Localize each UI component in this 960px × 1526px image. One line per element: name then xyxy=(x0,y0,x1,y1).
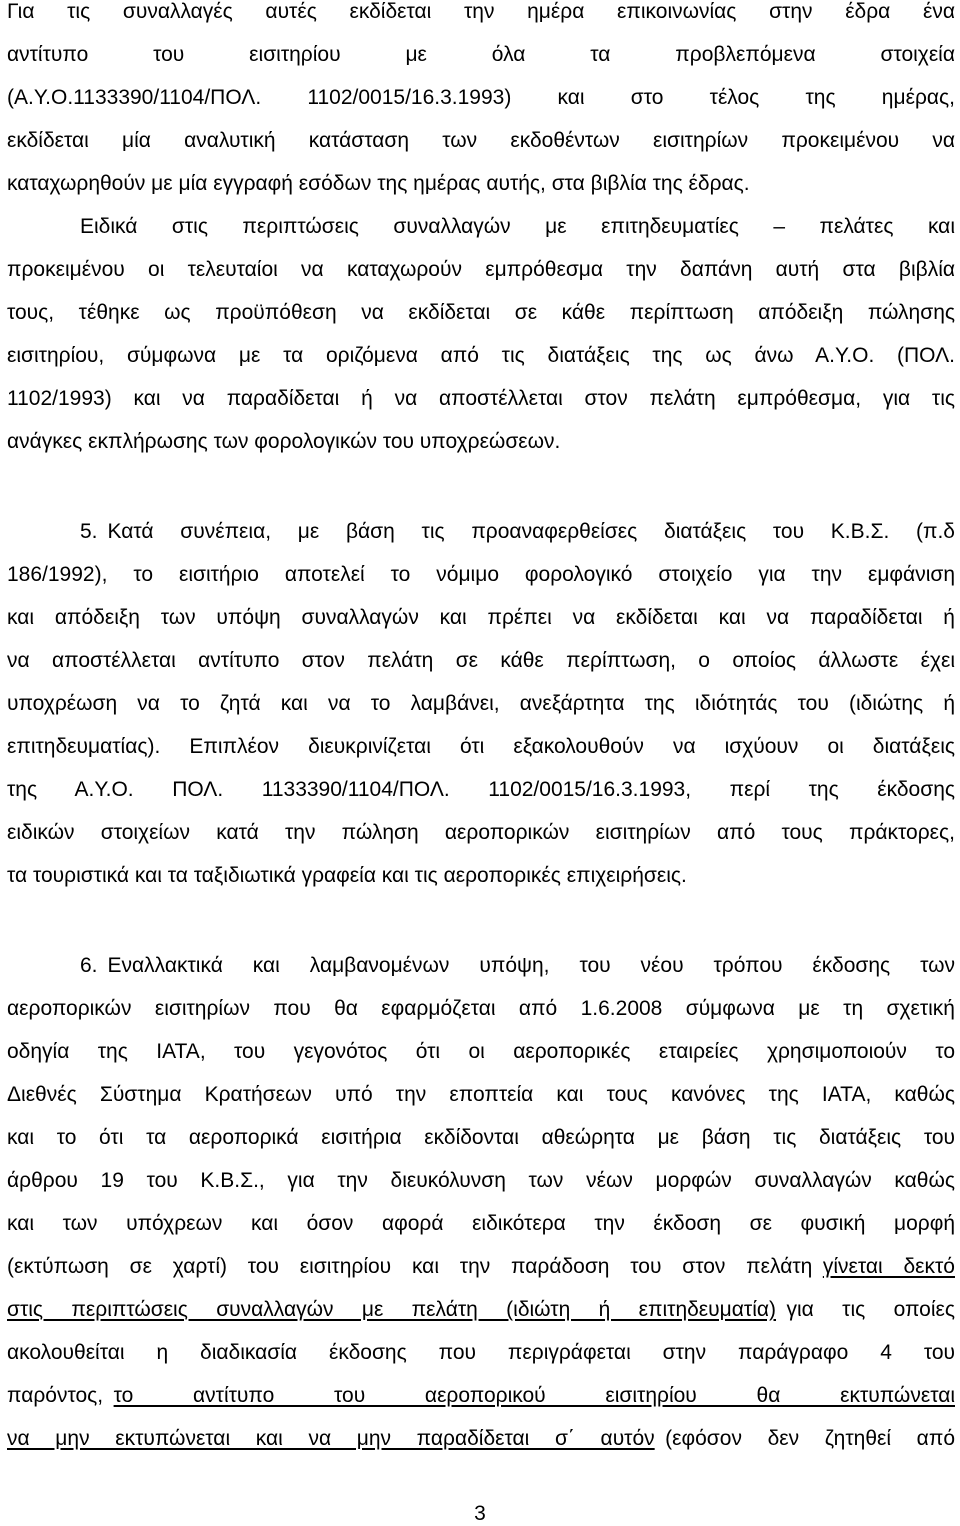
text-line: 186/1992), το εισιτήριο αποτελεί το νόμιμο φορολογικό στοιχείο για την εμφάνιση xyxy=(7,563,955,586)
text-line: και το ότι τα αεροπορικά εισιτήρια εκδίδονται αθεώρητα με βάση τις διατάξεις του xyxy=(7,1126,955,1149)
text-line: παρόντος, το αντίτυπο του αεροπορικού εισιτηρίου θα εκτυπώνεται xyxy=(7,1384,955,1407)
text-line: στις περιπτώσεις συναλλαγών με πελάτη (ιδιώτη ή επιτηδευματία) για τις οποίες xyxy=(7,1298,955,1321)
underlined-text: στις περιπτώσεις συναλλαγών με πελάτη (ιδιώτη ή επιτηδευματία) xyxy=(7,1298,776,1321)
text-line: και των υπόχρεων και όσον αφορά ειδικότερα την έκδοση σε φυσική μορφή xyxy=(7,1212,955,1235)
text-line: και απόδειξη των υπόψη συναλλαγών και πρέπει να εκδίδεται και να παραδίδεται ή xyxy=(7,606,955,629)
text-line: τους, τέθηκε ως προϋπόθεση να εκδίδεται σε κάθε περίπτωση απόδειξη πώλησης xyxy=(7,301,955,324)
text-line: οδηγία της ΙΑΤΑ, του γεγονότος ότι οι αεροπορικές εταιρείες χρησιμοποιούν το xyxy=(7,1040,955,1063)
underlined-text: το αντίτυπο του αεροπορικού εισιτηρίου θα εκτυπώνεται xyxy=(113,1384,955,1407)
text-line: Για τις συναλλαγές αυτές εκδίδεται την ημέρα επικοινωνίας στην έδρα ένα xyxy=(7,0,955,23)
text-line: να μην εκτυπώνεται και να μην παραδίδεται σ΄ αυτόν (εφόσον δεν ζητηθεί από xyxy=(7,1427,955,1450)
text-line: της Α.Υ.Ο. ΠΟΛ. 1133390/1104/ΠΟΛ. 1102/0015/16.3.1993, περί της έκδοσης xyxy=(7,778,955,801)
text-line: ακολουθείται η διαδικασία έκδοσης που περιγράφεται στην παράγραφο 4 του xyxy=(7,1341,955,1364)
text-line: ειδικών στοιχείων κατά την πώληση αεροπορικών εισιτηρίων από τους πράκτορες, xyxy=(7,821,955,844)
underlined-text: να μην εκτυπώνεται και να μην παραδίδεται σ΄ αυτόν xyxy=(7,1427,655,1450)
text-line: ανάγκες εκπλήρωσης των φορολογικών του υποχρεώσεων. xyxy=(7,430,561,453)
text-line: υποχρέωση να το ζητά και να το λαμβάνει, ανεξάρτητα της ιδιότητάς του (ιδιώτης ή xyxy=(7,692,955,715)
item-number: 5. xyxy=(80,520,98,543)
page-number: 3 xyxy=(474,1502,486,1525)
text-line: προκειμένου οι τελευταίοι να καταχωρούν εμπρόθεσμα την δαπάνη αυτή στα βιβλία xyxy=(7,258,955,281)
text-line: Διεθνές Σύστημα Κρατήσεων υπό την εποπτεία και τους κανόνες της ΙΑΤΑ, καθώς xyxy=(7,1083,955,1106)
text-line: (Α.Υ.Ο.1133390/1104/ΠΟΛ. 1102/0015/16.3.1993) και στο τέλος της ημέρας, xyxy=(7,86,955,109)
text-line: άρθρου 19 του Κ.Β.Σ., για την διευκόλυνση των νέων μορφών συναλλαγών καθώς xyxy=(7,1169,955,1192)
text-line: τα τουριστικά και τα ταξιδιωτικά γραφεία και τις αεροπορικές επιχειρήσεις. xyxy=(7,864,687,887)
text-line: αεροπορικών εισιτηρίων που θα εφαρμόζεται από 1.6.2008 σύμφωνα με τη σχετική xyxy=(7,997,955,1020)
text-line: Ειδικά στις περιπτώσεις συναλλαγών με επιτηδευματίες – πελάτες και xyxy=(80,215,955,238)
text-line: 1102/1993) και να παραδίδεται ή να αποστέλλεται στον πελάτη εμπρόθεσμα, για τις xyxy=(7,387,955,410)
numbered-item-6: 6. Εναλλακτικά και λαμβανομένων υπόψη, του νέου τρόπου έκδοσης των xyxy=(80,954,955,977)
underlined-text: γίνεται δεκτό xyxy=(822,1255,955,1278)
text-line: αντίτυπο του εισιτηρίου με όλα τα προβλεπόμενα στοιχεία xyxy=(7,43,955,66)
text-line: επιτηδευματίας). Επιπλέον διευκρινίζεται ότι εξακολουθούν να ισχύουν οι διατάξεις xyxy=(7,735,955,758)
text-line: εισιτηρίου, σύμφωνα με τα οριζόμενα από τις διατάξεις της ως άνω Α.Υ.Ο. (ΠΟΛ. xyxy=(7,344,955,367)
text-line: καταχωρηθούν με μία εγγραφή εσόδων της ημέρας αυτής, στα βιβλία της έδρας. xyxy=(7,172,750,195)
text-line: εκδίδεται μία αναλυτική κατάσταση των εκδοθέντων εισιτηρίων προκειμένου να xyxy=(7,129,955,152)
text-line: να αποστέλλεται αντίτυπο στον πελάτη σε κάθε περίπτωση, ο οποίος άλλωστε έχει xyxy=(7,649,955,672)
text-line: (εκτύπωση σε χαρτί) του εισιτηρίου και την παράδοση του στον πελάτη γίνεται δεκτό xyxy=(7,1255,955,1278)
numbered-item-5: 5. Κατά συνέπεια, με βάση τις προαναφερθείσες διατάξεις του Κ.Β.Σ. (π.δ xyxy=(80,520,955,543)
item-number: 6. xyxy=(80,954,98,977)
